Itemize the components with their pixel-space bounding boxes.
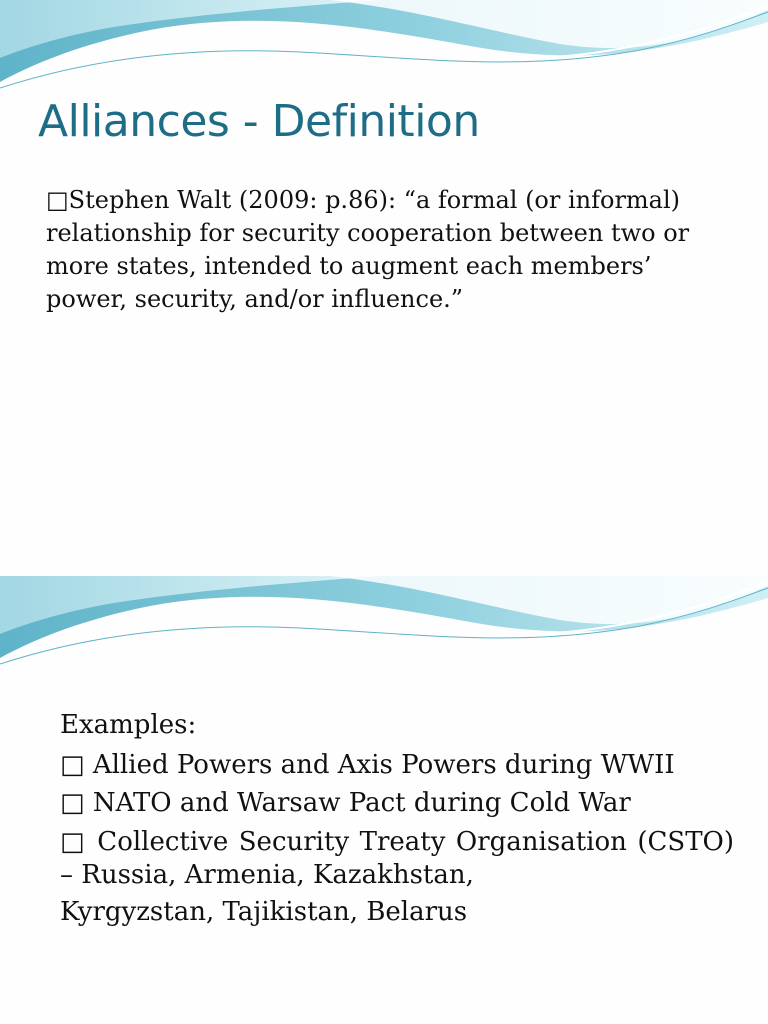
list-item-text: NATO and Warsaw Pact during Cold War	[92, 788, 631, 818]
header-wave-decoration	[0, 0, 768, 95]
bullet-box-icon: □	[60, 827, 87, 857]
list-item-text: Allied Powers and Axis Powers during WWII	[92, 750, 675, 780]
bullet-box-icon: □	[60, 750, 85, 780]
examples-list	[60, 706, 734, 932]
list-item	[60, 746, 734, 784]
bullet-box-icon: □	[60, 788, 85, 818]
examples-heading: Examples:	[60, 710, 197, 740]
slide-title: Alliances - Definition	[38, 96, 480, 147]
list-item-text: Collective Security Treaty Organisation (CSTO) – Russia, Armenia, Kazakhstan,	[60, 827, 735, 890]
list-item-continuation: Kyrgyzstan, Tajikistan, Belarus	[60, 897, 468, 927]
slide-examples	[0, 576, 768, 1024]
list-item	[60, 784, 734, 822]
header-wave-decoration	[0, 576, 768, 671]
walt-definition-quote: □Stephen Walt (2009: p.86): “a formal (or informal) relationship for security cooperation between two or more states, intended to augment each members’ power, security, and/or influence.”	[46, 186, 690, 313]
list-item	[60, 826, 734, 892]
